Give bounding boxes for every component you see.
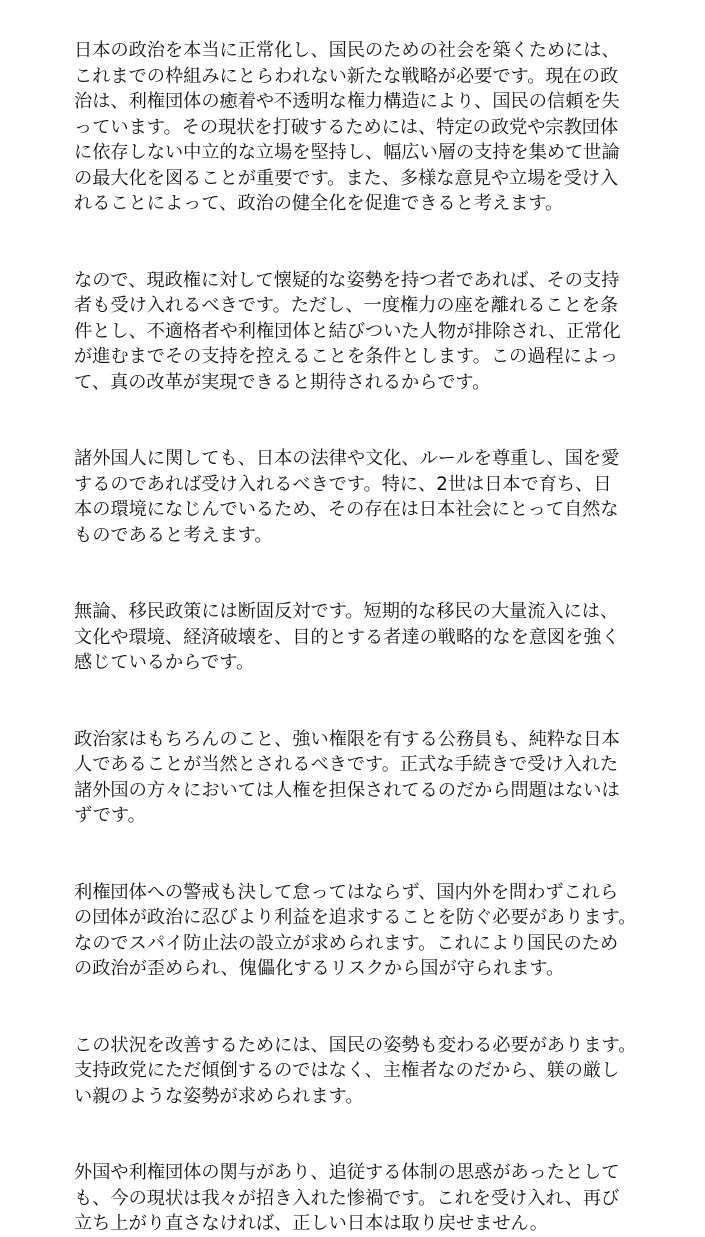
paragraph-gap (74, 1109, 644, 1160)
text-line: い親のような姿勢が求められます。 (74, 1085, 364, 1107)
paragraph-1 (74, 38, 644, 217)
paragraph-4 (74, 599, 644, 676)
document-body (74, 38, 644, 1237)
paragraph-2 (74, 268, 644, 396)
text-line: 者も受け入れるべきです。ただし、一度権力の座を離れることを条 (74, 295, 619, 316)
text-line: の最大化を図ることが重要です。また、多様な意見や立場を受け入 (74, 167, 619, 189)
paragraph-gap (74, 217, 644, 268)
paragraph-7 (74, 1033, 644, 1110)
paragraph-gap (74, 548, 644, 599)
text-line: っています。その現状を打破するためには、特定の政党や宗教団体 (74, 116, 619, 138)
text-line: の政治が歪められ、傀儡化するリスクから国が守られます。 (74, 958, 565, 979)
paragraph-gap (74, 982, 644, 1033)
text-line: 支持政党にただ傾倒するのではなく、主権者なのだから、躾の厳し (74, 1060, 620, 1081)
text-line: 人であることが当然とされるべきです。正式な手続きで受け入れた (74, 754, 619, 775)
text-line: 治は、利権団体の癒着や不透明な権力構造により、国民の信頼を失 (74, 91, 620, 112)
paragraph-8 (74, 1160, 644, 1237)
text-line: 日本の政治を本当に正常化し、国民のための社会を築くためには、 (74, 40, 620, 61)
text-line: ものであると考えます。 (74, 524, 273, 546)
text-line: 件とし、不適格者や利権団体と結びついた人物が排除され、正常化 (74, 320, 621, 342)
paragraph-gap (74, 395, 644, 446)
text-line: 外国や利権団体の関与があり、追従する体制の思惑があったとして (74, 1162, 620, 1183)
text-line: ずです。 (74, 805, 146, 826)
text-line: なので、現政権に対して懐疑的な姿勢を持つ者であれば、その支持 (74, 269, 620, 291)
text-line: て、真の改革が実現できると期待されるからです。 (74, 371, 491, 393)
text-line: 利権団体への警戒も決して怠ってはならず、国内外を問わずこれら (74, 881, 619, 903)
text-line: なのでスパイ防止法の設立が求められます。これにより国民のため (74, 932, 619, 954)
paragraph-5 (74, 727, 644, 829)
paragraph-gap (74, 676, 644, 727)
text-line: 諸外国の方々においては人権を担保されてるのだから問題はないは (74, 779, 620, 801)
text-line: 立ち上がり直さなければ、正しい日本は取り戻せません。 (74, 1213, 548, 1234)
text-line: 諸外国人に関しても、日本の法律や文化、ルールを尊重し、国を愛 (74, 448, 620, 469)
text-line: この状況を改善するためには、国民の姿勢も変わる必要があります。 (74, 1034, 637, 1056)
text-line: 本の環境になじんでいるため、その存在は日本社会にとって自然な (74, 499, 619, 520)
text-line: も、今の現状は我々が招き入れた惨禍です。これを受け入れ、再び (74, 1187, 620, 1209)
text-line: 無論、移民政策には断固反対です。短期的な移民の大量流入には、 (74, 601, 619, 622)
text-line: 政治家はもちろんのこと、強い権限を有する公務員も、純粋な日本 (74, 728, 620, 750)
text-line: これまでの枠組みにとらわれない新たな戦略が必要です。現在の政 (74, 65, 619, 87)
text-line: に依存しない中立的な立場を堅持し、幅広い層の支持を集めて世論 (74, 142, 620, 163)
text-line: 文化や環境、経済破壊を、目的とする者達の戦略的なを意図を強く (74, 626, 620, 648)
text-line: 感じているからです。 (74, 652, 255, 673)
paragraph-gap (74, 829, 644, 880)
text-line: するのであれば受け入れるべきです。特に、2世は日本で育ち、日 (74, 473, 612, 495)
text-line: れることによって、政治の健全化を促進できると考えます。 (74, 193, 564, 214)
paragraph-6 (74, 880, 644, 982)
text-line: の団体が政治に忍びより利益を追求することを防ぐ必要があります。 (74, 907, 637, 928)
text-line: が進むまでその支持を控えることを条件とします。この過程によっ (74, 346, 619, 367)
paragraph-3 (74, 446, 644, 548)
